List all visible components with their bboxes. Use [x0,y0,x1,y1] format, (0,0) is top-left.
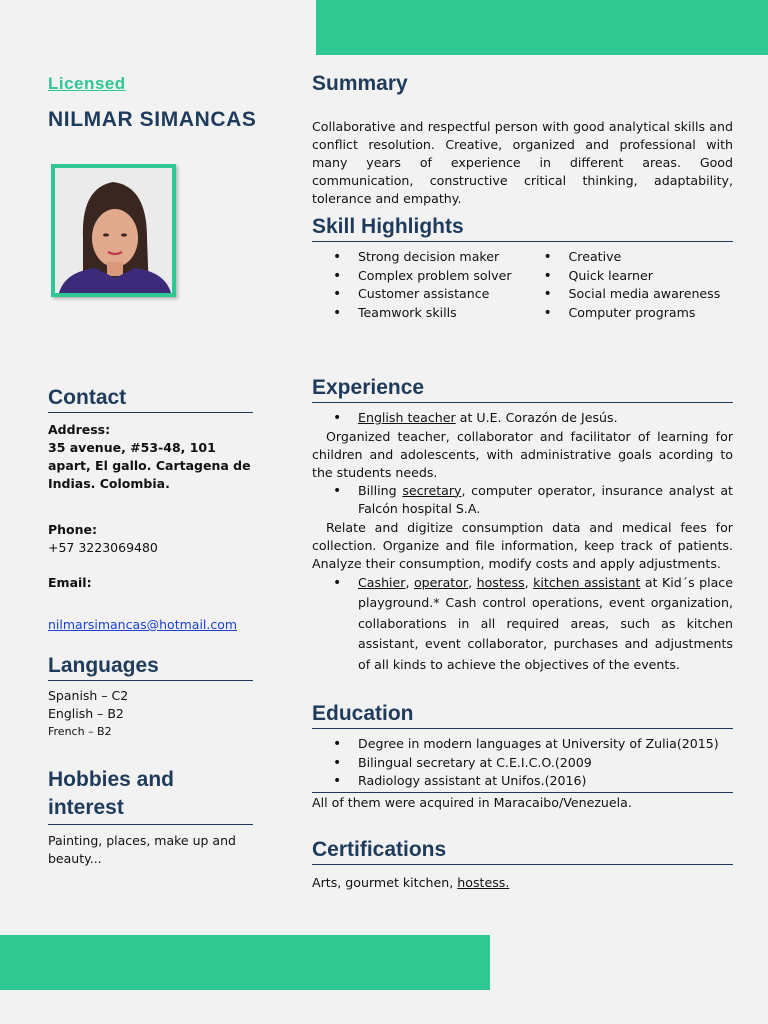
education-bottom-rule [312,792,733,793]
job-detail: , computer operator, insurance analyst at Falcón hospital S.A. [358,482,733,516]
experience-heading: Experience [312,376,425,399]
skills-section [312,215,733,322]
education-list [312,735,733,791]
summary-heading: Summary [312,72,408,95]
skills-list-right [523,248,734,322]
certifications-heading: Certifications [312,838,447,861]
summary-section [312,72,733,208]
hobbies-section [48,766,253,868]
education-note: All of them were acquired in Maracaibo/Venezuela. [312,794,632,810]
certifications-text [312,874,733,892]
skill-item: • Social media awareness [523,285,734,304]
job-title: secretary [402,482,462,498]
job-title: English teacher [358,410,456,425]
language-item: French – B2 [48,725,112,738]
skill-item: • Computer programs [523,304,734,323]
profile-photo [51,164,176,297]
education-section [312,702,733,812]
job-title: hostess [476,574,525,590]
summary-text: Collaborative and respectful person with good analytical skills and conflict resolution. Creative, organized and professional with many years of experience in different areas. Good communication, constructive critical thinking, adaptability, tolerance and empathy. [312,119,733,206]
languages-section [48,654,253,741]
experience-section [312,376,733,675]
experience-item [312,482,733,519]
contact-rule [48,412,253,413]
skill-item: • Complex problem solver [312,267,523,286]
experience-description: Organized teacher, collaborator and facilitator of learning for children and adolescents, with administrative goals acording to the students needs. [312,428,733,480]
job-title: Cashier [358,574,406,590]
top-accent-band [316,0,768,55]
skill-item: • Creative [523,248,734,267]
skill-item: • Strong decision maker [312,248,523,267]
job-title: kitchen assistant [533,574,641,590]
separator: , [524,574,534,590]
language-item: Spanish – C2 [48,688,129,703]
address-label: Address: [48,422,111,437]
address-value: 35 avenue, #53-48, 101 apart, El gallo. Cartagena de Indias. Colombia. [48,440,251,491]
language-item: English – B2 [48,706,124,721]
education-heading: Education [312,702,414,725]
skills-list-left [312,248,523,322]
contact-heading: Contact [48,386,127,409]
job-title: operator [413,574,469,590]
skills-rule [312,241,733,242]
job-detail: Billing [358,482,403,498]
hobbies-text: Painting, places, make up and beauty... [48,833,236,866]
email-link[interactable]: nilmarsimancas@hotmail.com [48,617,238,632]
experience-item [312,409,733,428]
skill-item: • Quick learner [523,267,734,286]
certifications-section [312,838,733,892]
languages-heading: Languages [48,654,159,677]
licensed-label: Licensed [48,74,126,93]
experience-description: Relate and digitize consumption data and medical fees for collection. Organize and file information, keep track of patients. Analyze their consumption, modify costs and apply adjustments. [312,519,733,571]
portrait-image [55,168,172,293]
phone-value: +57 3223069480 [48,540,158,555]
job-detail: at U.E. Corazón de Jesús. [455,410,618,425]
education-item: • Degree in modern languages at University of Zulia(2015) [312,735,733,754]
certifications-rule [312,864,733,865]
skills-heading: Skill Highlights [312,215,464,238]
education-item: • Bilingual secretary at C.E.I.C.O.(2009 [312,754,733,773]
job-detail: at Kid´s place playground.* Cash control operations, event organization, collaborations in all required areas, such as kitchen assistant, event collaborator, purchases and adjustments of all kinds to achieve the objectives of the events. [358,574,733,672]
hobbies-rule [48,824,253,825]
candidate-name: NILMAR SIMANCAS [48,108,257,131]
skill-item: • Customer assistance [312,285,523,304]
skill-item: • Teamwork skills [312,304,523,323]
separator: , [468,574,477,590]
education-item: • Radiology assistant at Unifos.(2016) [312,772,733,791]
certifications-list: Arts, gourmet kitchen, [312,875,458,890]
email-label: Email: [48,575,92,590]
experience-list [312,482,733,519]
experience-item [312,573,733,676]
separator: , [405,574,414,590]
bottom-accent-band [0,935,490,990]
contact-section [48,386,253,633]
certification-item: hostess. [457,875,510,890]
experience-list [312,409,733,428]
experience-rule [312,402,733,403]
phone-label: Phone: [48,522,98,537]
experience-list [312,573,733,676]
education-rule [312,728,733,729]
languages-rule [48,680,253,681]
hobbies-heading: Hobbies and interest [48,768,175,819]
